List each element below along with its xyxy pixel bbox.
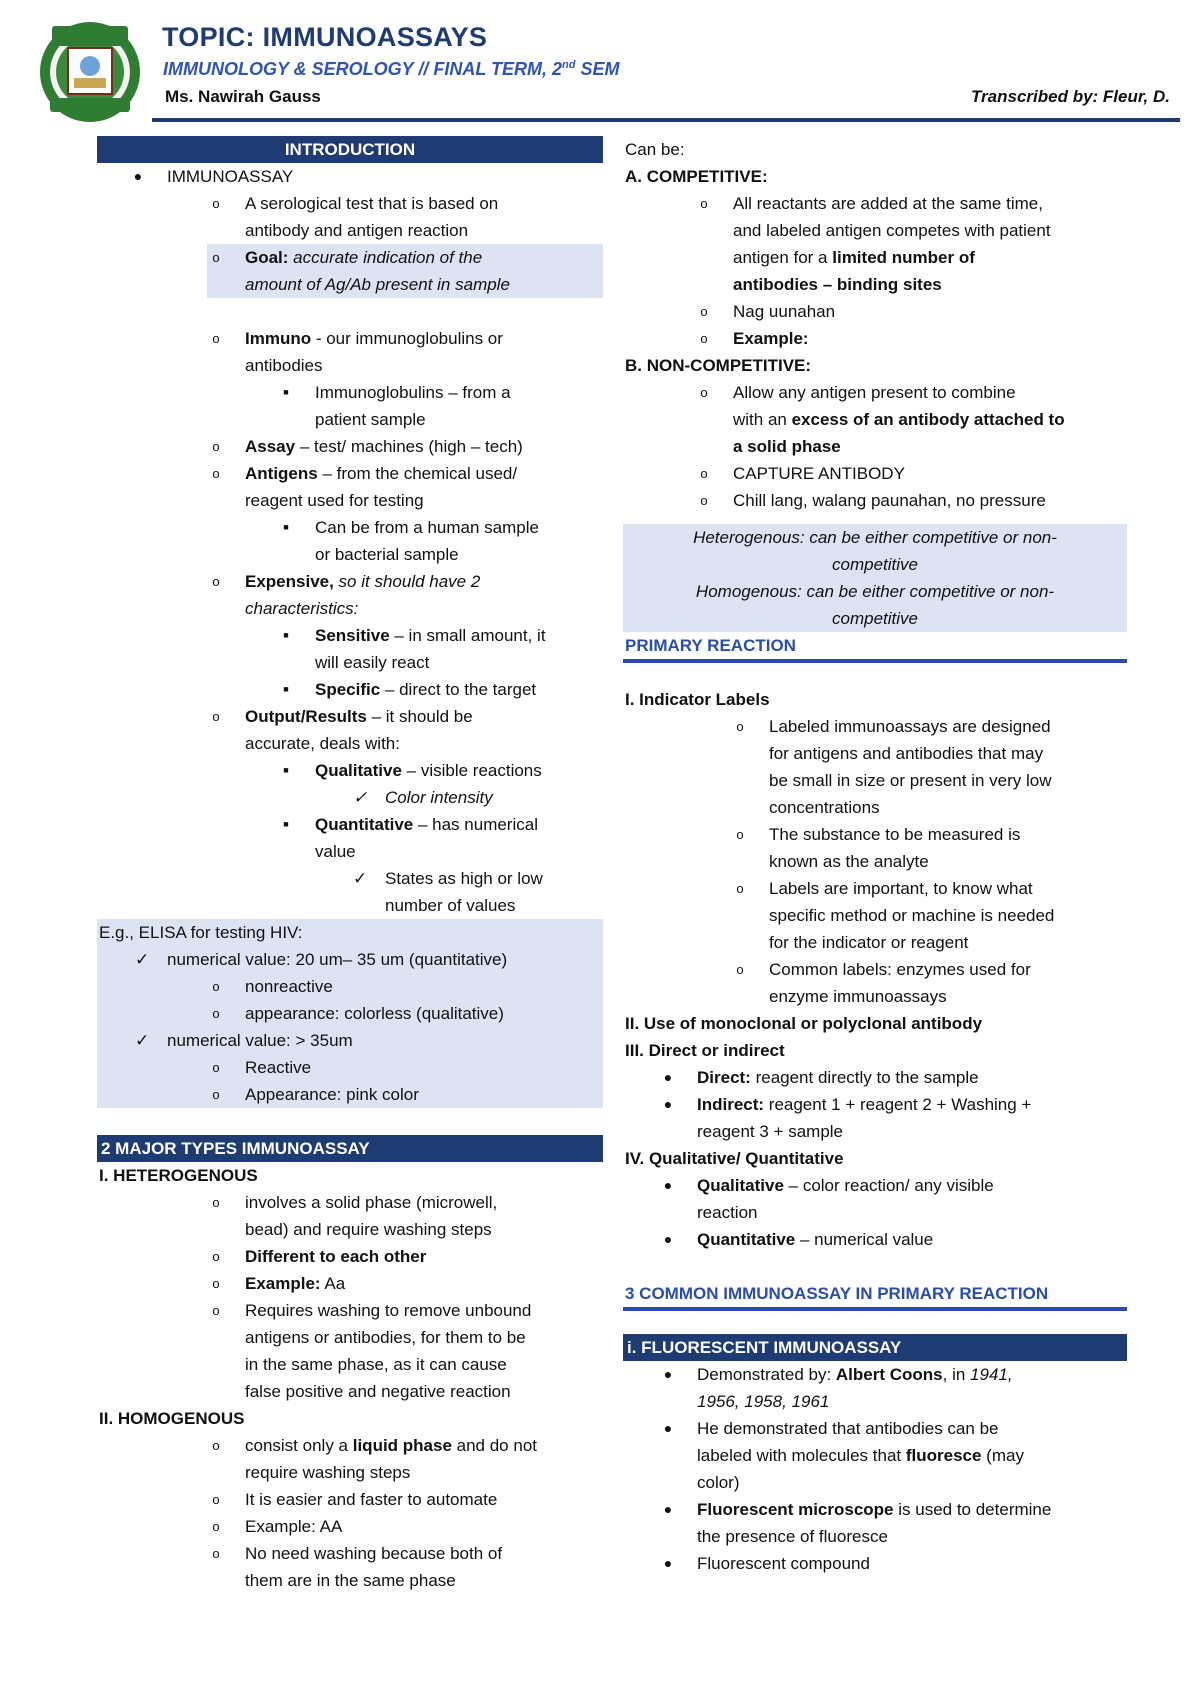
section-heading-introduction: INTRODUCTION — [97, 136, 603, 163]
circle-bullet-icon: o — [212, 1546, 220, 1561]
circle-bullet-icon: o — [700, 466, 708, 481]
sub-item-quantitative: ■ Quantitative – has numerical value — [97, 811, 603, 865]
circle-bullet-icon: o — [700, 331, 708, 346]
circle-bullet-icon: o — [212, 1303, 220, 1318]
circle-bullet-icon: o — [212, 1195, 220, 1210]
square-bullet-icon: ■ — [283, 522, 289, 532]
list-item-non-chill: o Chill lang, walang paunahan, no pressure — [623, 487, 1127, 514]
subheading-noncompetitive: B. NON-COMPETITIVE: — [625, 356, 812, 375]
sub-item-can-be-from: ■ Can be from a human sample or bacterial sample — [97, 514, 603, 568]
checkmark-icon: ✓ — [353, 788, 368, 807]
list-item-antigens: o Antigens – from the chemical used/ reagent used for testing — [97, 460, 603, 514]
bullet-icon: ● — [663, 1420, 673, 1436]
bullet-item-demonstrated: ● Demonstrated by: Albert Coons, in 1941, 1956, 1958, 1961 — [623, 1361, 1127, 1415]
square-bullet-icon: ■ — [283, 630, 289, 640]
list-item-immunoassay: ● IMMUNOASSAY — [97, 163, 603, 190]
bullet-item-qualitative: ● Qualitative – color reaction/ any visible reaction — [623, 1172, 1127, 1226]
list-item-het-washing: o Requires washing to remove unbound antigens or antibodies, for them to be in the same phase, as it can cause false positive and negative reaction — [97, 1297, 603, 1405]
bullet-icon: ● — [663, 1366, 673, 1382]
circle-bullet-icon: o — [212, 250, 220, 265]
check-item-states: ✓ States as high or low number of values — [97, 865, 603, 919]
list-item-ind-analyte: o The substance to be measured is known as the analyte — [623, 821, 1127, 875]
sub-item-sensitive: ■ Sensitive – in small amount, it will easily react — [97, 622, 603, 676]
can-be-label: Can be: — [625, 140, 685, 159]
list-item-comp-reactants: o All reactants are added at the same time, and labeled antigen competes with patient antigen for a limited number of antibodies – binding sites — [623, 190, 1127, 298]
list-item-ind-important: o Labels are important, to know what specific method or machine is needed for the indicator or reagent — [623, 875, 1127, 956]
circle-bullet-icon: o — [736, 827, 744, 842]
list-item-hom-example: o Example: AA — [97, 1513, 603, 1540]
list-item-het-example: o Example: Aa — [97, 1270, 603, 1297]
circle-bullet-icon: o — [212, 979, 220, 994]
bullet-icon: ● — [133, 168, 143, 184]
circle-bullet-icon: o — [212, 1249, 220, 1264]
list-item-hom-liquid-phase: o consist only a liquid phase and do not require washing steps — [97, 1432, 603, 1486]
list-item-hom-no-washing: o No need washing because both of them are in the same phase — [97, 1540, 603, 1594]
subheading-qual-quant: IV. Qualitative/ Quantitative — [625, 1149, 844, 1168]
university-seal-logo — [38, 20, 142, 124]
bullet-icon: ● — [663, 1069, 673, 1085]
list-item-expensive: o Expensive, so it should have 2 characteristics: — [97, 568, 603, 622]
bullet-icon: ● — [663, 1177, 673, 1193]
subheading-indicator-labels: I. Indicator Labels — [625, 690, 770, 709]
highlight-goal: o Goal: accurate indication of the amount of Ag/Ab present in sample — [207, 244, 603, 298]
list-item-ind-common: o Common labels: enzymes used for enzyme immunoassays — [623, 956, 1127, 1010]
left-column — [97, 136, 603, 1594]
circle-bullet-icon: o — [212, 331, 220, 346]
circle-bullet-icon: o — [212, 466, 220, 481]
subheading-homogenous: II. HOMOGENOUS — [99, 1409, 245, 1428]
subheading-monoclonal: II. Use of monoclonal or polyclonal antibody — [625, 1014, 983, 1033]
checkmark-icon: ✓ — [135, 1031, 150, 1050]
circle-bullet-icon: o — [700, 196, 708, 211]
list-item-serological: o A serological test that is based on antibody and antigen reaction — [97, 190, 603, 244]
circle-bullet-icon: o — [212, 709, 220, 724]
square-bullet-icon: ■ — [283, 819, 289, 829]
sub-item-qualitative: ■ Qualitative – visible reactions — [97, 757, 603, 784]
circle-bullet-icon: o — [212, 1438, 220, 1453]
square-bullet-icon: ■ — [283, 684, 289, 694]
check-item-color-intensity: ✓ Color intensity — [97, 784, 603, 811]
right-column — [623, 136, 1127, 1577]
section-heading-major-types: 2 MAJOR TYPES IMMUNOASSAY — [97, 1135, 603, 1162]
transcriber-credit: Transcribed by: Fleur, D. — [970, 87, 1170, 106]
circle-bullet-icon: o — [700, 493, 708, 508]
highlight-note-types: Heterogenous: can be either competitive or non- competitive Homogenous: can be either competitive or non- competitive — [623, 524, 1127, 632]
lecturer-name: Ms. Nawirah Gauss — [165, 87, 321, 106]
list-item-immuno: o Immuno - our immunoglobulins or antibodies — [97, 325, 603, 379]
highlight-elisa-example: E.g., ELISA for testing HIV: ✓ numerical value: 20 um– 35 um (quantitative) o nonreactive o appearance: colorless (qualitative) ✓ numerical value: > 35um o Reactive o Appearance: pink color — [97, 919, 603, 1108]
subheading-competitive: A. COMPETITIVE: — [625, 167, 768, 186]
list-item-het-different: o Different to each other — [97, 1243, 603, 1270]
list-item-comp-naguunahan: o Nag uunahan — [623, 298, 1127, 325]
header-rule — [152, 118, 1180, 122]
circle-bullet-icon: o — [212, 439, 220, 454]
list-item-output: o Output/Results – it should be accurate, deals with: — [97, 703, 603, 757]
bullet-icon: ● — [663, 1231, 673, 1247]
section-heading-three-common: 3 COMMON IMMUNOASSAY IN PRIMARY REACTION — [625, 1284, 1049, 1303]
bullet-item-quantitative: ● Quantitative – numerical value — [623, 1226, 1127, 1253]
list-item-assay: o Assay – test/ machines (high – tech) — [97, 433, 603, 460]
list-item-ind-designed: o Labeled immunoassays are designed for antigens and antibodies that may be small in size or present in very low concentrations — [623, 713, 1127, 821]
circle-bullet-icon: o — [212, 1492, 220, 1507]
bullet-item-compound: ● Fluorescent compound — [623, 1550, 1127, 1577]
square-bullet-icon: ■ — [283, 387, 289, 397]
circle-bullet-icon: o — [212, 1519, 220, 1534]
section-heading-fluorescent: i. FLUORESCENT IMMUNOASSAY — [623, 1334, 1127, 1361]
square-bullet-icon: ■ — [283, 765, 289, 775]
circle-bullet-icon: o — [736, 719, 744, 734]
circle-bullet-icon: o — [700, 385, 708, 400]
circle-bullet-icon: o — [212, 1087, 220, 1102]
bullet-icon: ● — [663, 1555, 673, 1571]
circle-bullet-icon: o — [212, 1276, 220, 1291]
page-title: TOPIC: IMMUNOASSAYS — [162, 22, 488, 52]
list-item-het-solid-phase: o involves a solid phase (microwell, bead) and require washing steps — [97, 1189, 603, 1243]
bullet-icon: ● — [663, 1501, 673, 1517]
bullet-item-microscope: ● Fluorescent microscope is used to determine the presence of fluoresce — [623, 1496, 1127, 1550]
section-heading-primary-reaction: PRIMARY REACTION — [625, 636, 796, 655]
subheading-direct-indirect: III. Direct or indirect — [625, 1041, 785, 1060]
list-item-hom-automate: o It is easier and faster to automate — [97, 1486, 603, 1513]
course-subtitle: IMMUNOLOGY & SEROLOGY // FINAL TERM, 2nd SEM — [163, 59, 620, 79]
sub-item-specific: ■ Specific – direct to the target — [97, 676, 603, 703]
circle-bullet-icon: o — [212, 1006, 220, 1021]
checkmark-icon: ✓ — [353, 869, 368, 888]
circle-bullet-icon: o — [736, 881, 744, 896]
bullet-item-he-demonstrated: ● He demonstrated that antibodies can be labeled with molecules that fluoresce (may color) — [623, 1415, 1127, 1496]
list-item-non-allow: o Allow any antigen present to combine with an excess of an antibody attached to a solid phase — [623, 379, 1127, 460]
list-item-comp-example: o Example: — [623, 325, 1127, 352]
circle-bullet-icon: o — [212, 1060, 220, 1075]
list-item-non-capture: o CAPTURE ANTIBODY — [623, 460, 1127, 487]
bullet-item-indirect: ● Indirect: reagent 1 + reagent 2 + Washing + reagent 3 + sample — [623, 1091, 1127, 1145]
circle-bullet-icon: o — [736, 962, 744, 977]
circle-bullet-icon: o — [700, 304, 708, 319]
checkmark-icon: ✓ — [135, 950, 150, 969]
subheading-heterogenous: I. HETEROGENOUS — [99, 1166, 258, 1185]
circle-bullet-icon: o — [212, 574, 220, 589]
circle-bullet-icon: o — [212, 196, 220, 211]
bullet-icon: ● — [663, 1096, 673, 1112]
sub-item-immunoglobulins: ■ Immunoglobulins – from a patient sample — [97, 379, 603, 433]
bullet-item-direct: ● Direct: reagent directly to the sample — [623, 1064, 1127, 1091]
